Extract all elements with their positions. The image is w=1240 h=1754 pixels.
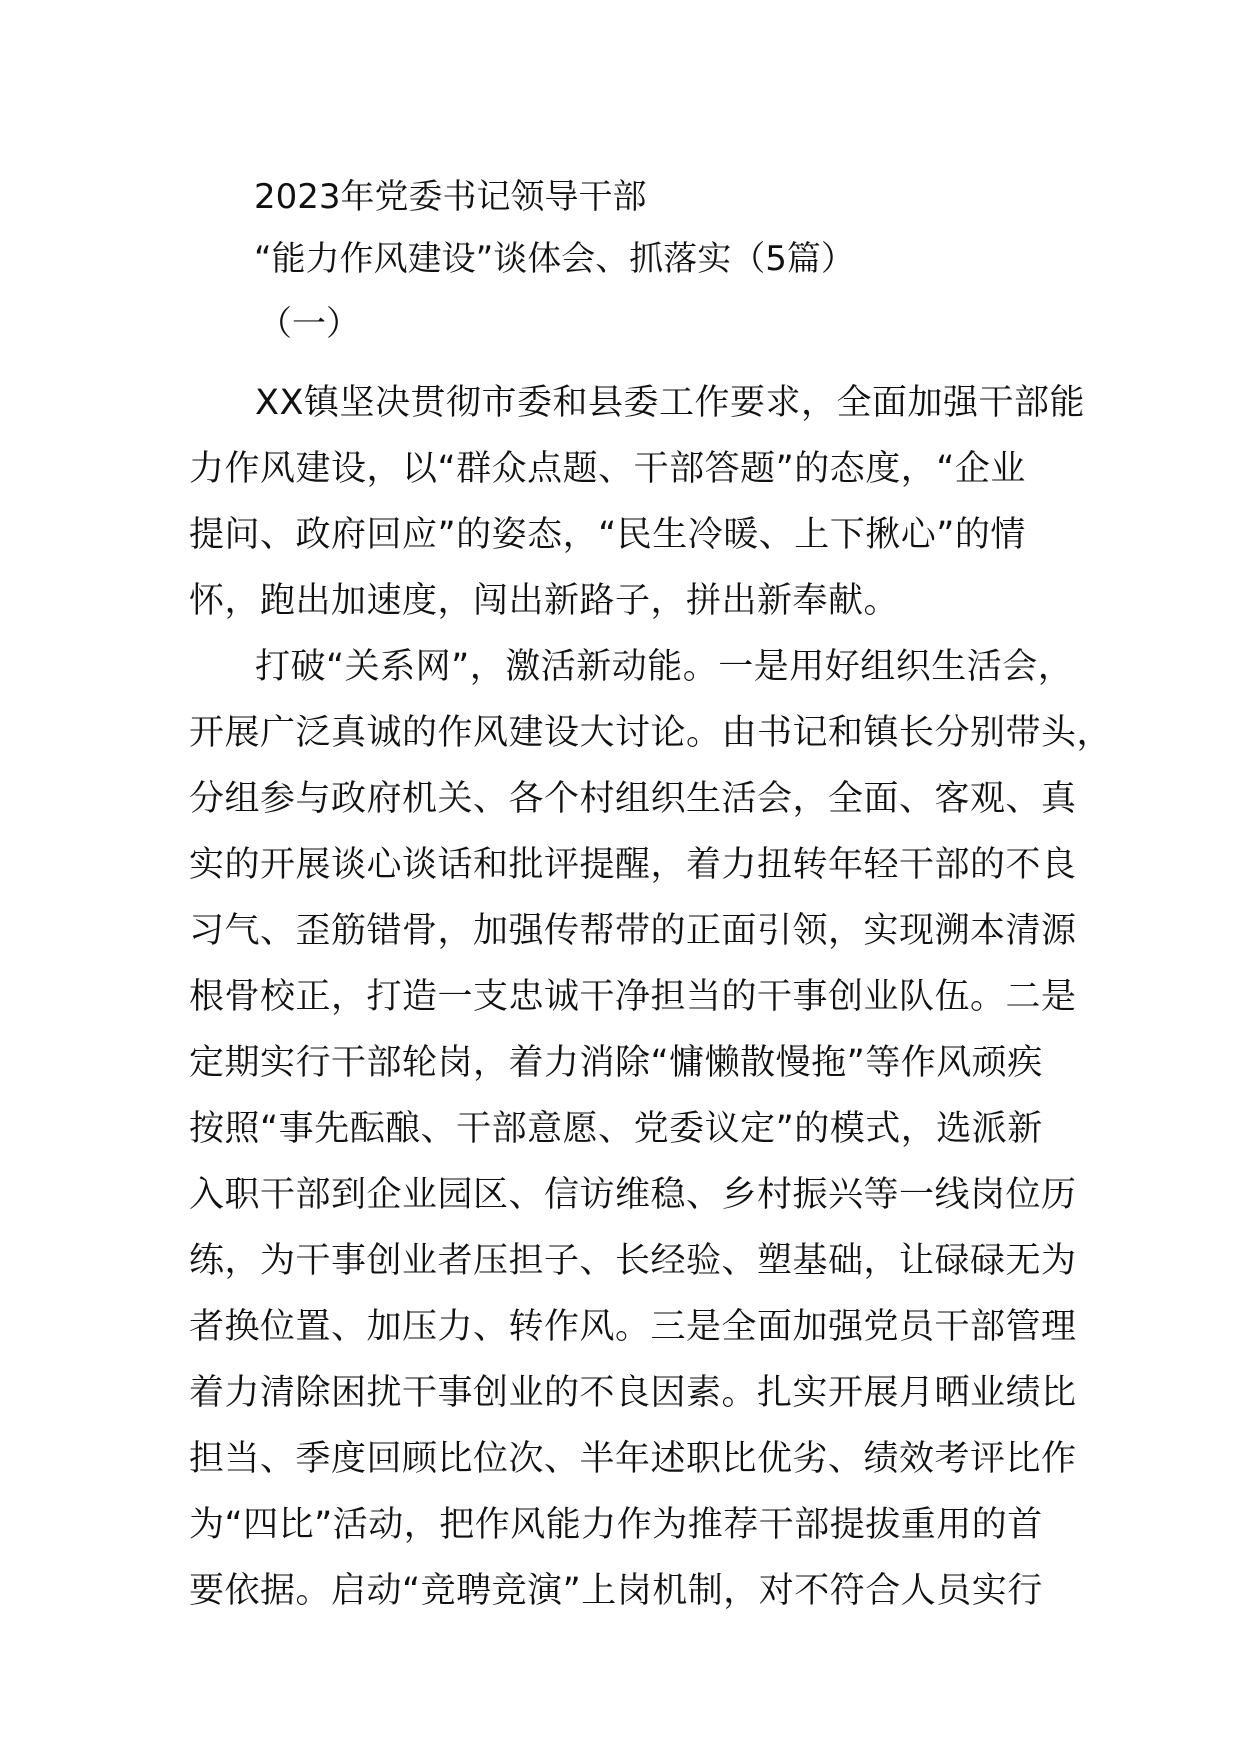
paragraph-line: 力作风建设，以“群众点题、干部答题”的态度，“企业 [189,449,1026,489]
paragraph-line: 按照“事先酝酿、干部意愿、党委议定”的模式，选派新 [189,1109,1043,1149]
paragraph-line: 实的开展谈心谈话和批评提醒，着力扭转年轻干部的不良 [189,845,1077,885]
paragraph-line: 怀，跑出加速度，闯出新路子，拼出新奉献。 [189,581,900,621]
section-marker: （一） [258,304,360,344]
title-line-topic: “能力作风建设”谈体会、抓落实（5篇） [254,239,855,279]
paragraph-line: 入职干部到企业园区、信访维稳、乡村振兴等一线岗位历 [189,1175,1077,1215]
paragraph-line: 要依据。启动“竞聘竞演”上岗机制，对不符合人员实行 [189,1571,1043,1611]
paragraph-line: 根骨校正，打造一支忠诚干净担当的干事创业队伍。二是 [189,977,1077,1017]
paragraph-line: 者换位置、加压力、转作风。三是全面加强党员干部管理 [189,1307,1077,1347]
title-line-year: 2023年党委书记领导干部 [254,177,647,217]
paragraph-line: 分组参与政府机关、各个村组织生活会，全面、客观、真 [189,779,1077,819]
paragraph-line: 练，为干事创业者压担子、长经验、塑基础，让碌碌无为 [189,1241,1077,1281]
body-text [189,370,1113,1624]
paragraph-line: 为“四比”活动，把作风能力作为推荐干部提拔重用的首 [189,1505,1043,1545]
paragraph-line: 定期实行干部轮岗，着力消除“慵懒散慢拖”等作风顽疾 [189,1043,1043,1083]
paragraph-line: 打破“关系网”，激活新动能。一是用好组织生活会， [255,647,1074,687]
paragraph-line: 提问、政府回应”的姿态，“民生冷暖、上下揪心”的情 [189,515,1026,555]
document-title [254,171,1154,295]
paragraph-line: 着力清除困扰干事创业的不良因素。扎实开展月晒业绩比 [189,1373,1077,1413]
paragraph-line: 习气、歪筋错骨，加强传帮带的正面引领，实现溯本清源 [189,911,1077,951]
paragraph-line: 开展广泛真诚的作风建设大讨论。由书记和镇长分别带头， [189,713,1113,753]
paragraph-line: XX镇坚决贯彻市委和县委工作要求，全面加强干部能 [255,383,1085,423]
paragraph-line: 担当、季度回顾比位次、半年述职比优劣、绩效考评比作 [189,1439,1077,1479]
